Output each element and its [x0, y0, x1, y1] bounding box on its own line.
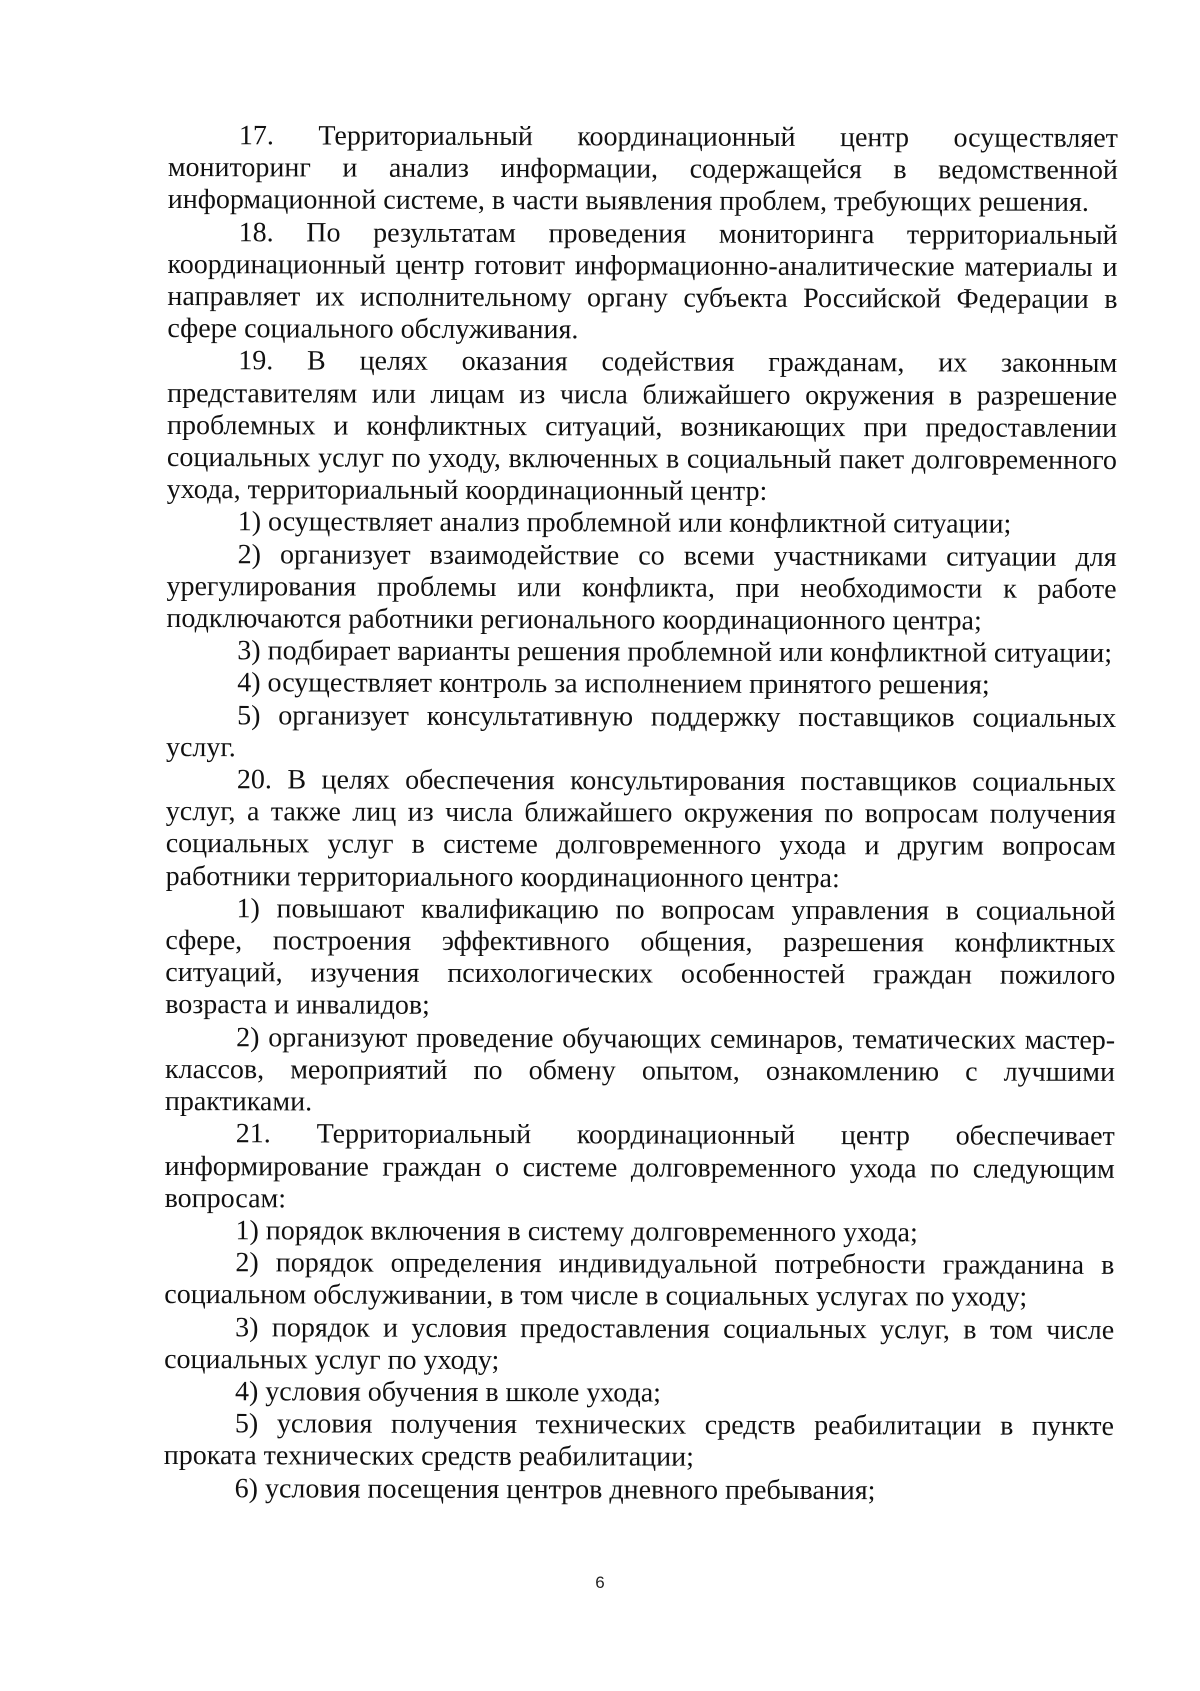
paragraph-21: 21. Территориальный координационный центр обеспечивает информирование граждан о системе долговременного ухода по следующим вопросам: [164, 1118, 1115, 1215]
list-item-21-4: 4) условия обучения в школе ухода; [234, 1376, 661, 1409]
document-body [164, 120, 1118, 1508]
paragraph-19: 19. В целях оказания содействия гражданам, их законным представителям или лицам из числа ближайшего окружения в разрешение проблемных и конфликтных ситуаций, возникающих при предоставлении социальных услуг по уходу, включенных в социальный пакет долговременного ухода, территориальный координационный центр: [166, 345, 1118, 508]
list-item-19-2: 2) организует взаимодействие со всеми участниками ситуации для урегулирования проблемы или конфликта, при необходимости к работе подключаются работники регионального координационного центра; [166, 538, 1117, 637]
list-item-21-3: 3) порядок и условия предоставления социальных услуг, в том числе социальных услуг по уходу; [164, 1311, 1115, 1376]
list-item-19-3: 3) подбирает варианты решения проблемной или конфликтной ситуации; [237, 635, 1113, 670]
list-item-19-5: 5) организует консультативную поддержку поставщиков социальных услуг. [165, 699, 1117, 764]
list-item-19-1: 1) осуществляет анализ проблемной или конфликтной ситуации; [237, 506, 1012, 541]
paragraph-18: 18. По результатам проведения мониторинга территориальный координационный центр готовит информационно-аналитические материалы и направляет их исполнительному органу субъекта Российской Федерации в сфере социального обслуживания. [167, 216, 1118, 346]
list-item-21-2: 2) порядок определения индивидуальной потребности гражданина в социальном обслуживании, в том числе в социальных услугах по уходу; [164, 1247, 1115, 1314]
list-item-20-2: 2) организуют проведение обучающих семинаров, тематических мастер-классов, мероприятий по обмену опытом, ознакомлению с лучшими практиками. [164, 1021, 1116, 1118]
paragraph-17: 17. Территориальный координационный центр осуществляет мониторинг и анализ информации, содержащейся в ведомственной информационной системе, в части выявления проблем, требующих решения. [167, 120, 1118, 219]
page-number: 6 [595, 1573, 605, 1592]
list-item-21-1: 1) порядок включения в систему долговременного ухода; [235, 1215, 918, 1249]
list-item-21-5: 5) условия получения технических средств реабилитации в пункте проката технических средств реабилитации; [163, 1408, 1114, 1473]
list-item-19-4: 4) осуществляет контроль за исполнением принятого решения; [237, 667, 990, 702]
list-item-21-6: 6) условия посещения центров дневного пребывания; [234, 1472, 876, 1506]
paragraph-20: 20. В целях обеспечения консультирования поставщиков социальных услуг, а также лиц из числа ближайшего окружения по вопросам получения социальных услуг в системе долговременного ухода и другим вопросам работники территориального координационного центра: [165, 764, 1116, 894]
list-item-20-1: 1) повышают квалификацию по вопросам управления в социальной сфере, построения эффективного общения, разрешения конфликтных ситуаций, изучения психологических особенностей граждан пожилого возраста и инвалидов; [165, 893, 1116, 1022]
